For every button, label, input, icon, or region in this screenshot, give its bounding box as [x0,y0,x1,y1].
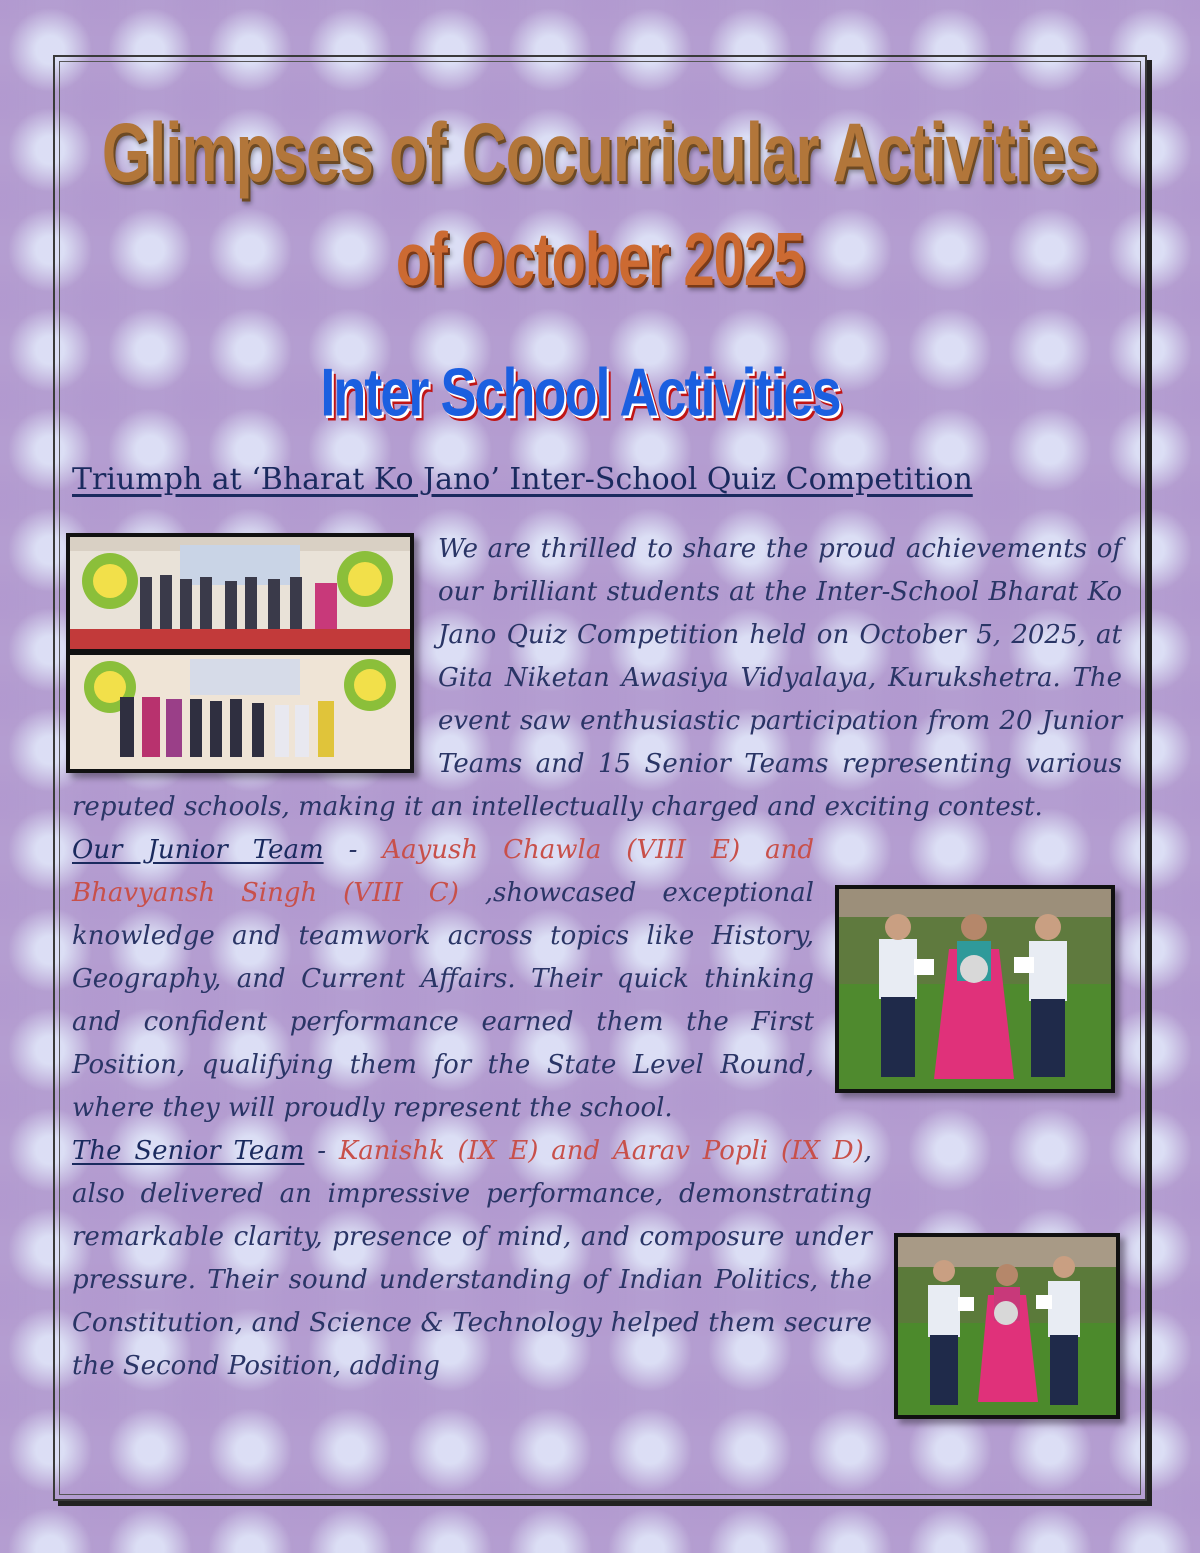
page-title-line-2: of October 2025 [395,215,805,302]
event-collage-photo [66,533,414,773]
junior-separator: - [323,835,383,865]
intro-paragraph: We are thrilled to share the proud achievements of our brilliant students at the Inter-School Bharat Ko Jano Quiz Competition held on October 5, 2025, at Gita Niketan Awasiya Vidyalaya, Kurukshetra. The event saw enthusiastic participation from 20 Junior Teams and 15 Senior Teams representing various reputed schools, making it an intellectually charged and exciting contest. [72,534,1122,822]
section-heading: Inter School Activities [320,355,840,431]
senior-team-text: , also delivered an impressive performance, demonstrating remarkable clarity, presence of mind, and composure under pressure. Their sound understanding of Indian Politics, the Constitution, and Science & Technology helped them secure the Second Position, adding [72,1136,872,1381]
page-title-line-1: Glimpses of Cocurricular Activities [101,106,1099,201]
senior-team-photo [894,1233,1120,1419]
junior-team-text: ,showcased exceptional knowledge and teamwork across topics like History, Geography, and Current Affairs. Their quick thinking and confident performance earned them the First Position, qualifying them for the State Level Round, where they will proudly represent the school. [72,878,814,1123]
senior-separator: - [304,1136,339,1166]
article-subheading: Triumph at ‘Bharat Ko Jano’ Inter-School Quiz Competition [72,462,973,497]
junior-team-names: Aayush Chawla (VIII E) and Bhavyansh Singh (VIII C) [72,835,814,908]
junior-team-photo [835,885,1115,1093]
senior-team-label: The Senior Team [72,1136,305,1166]
senior-team-names: Kanishk (IX E) and Aarav Popli (IX D) [338,1136,864,1166]
junior-team-label: Our Junior Team [72,835,324,865]
